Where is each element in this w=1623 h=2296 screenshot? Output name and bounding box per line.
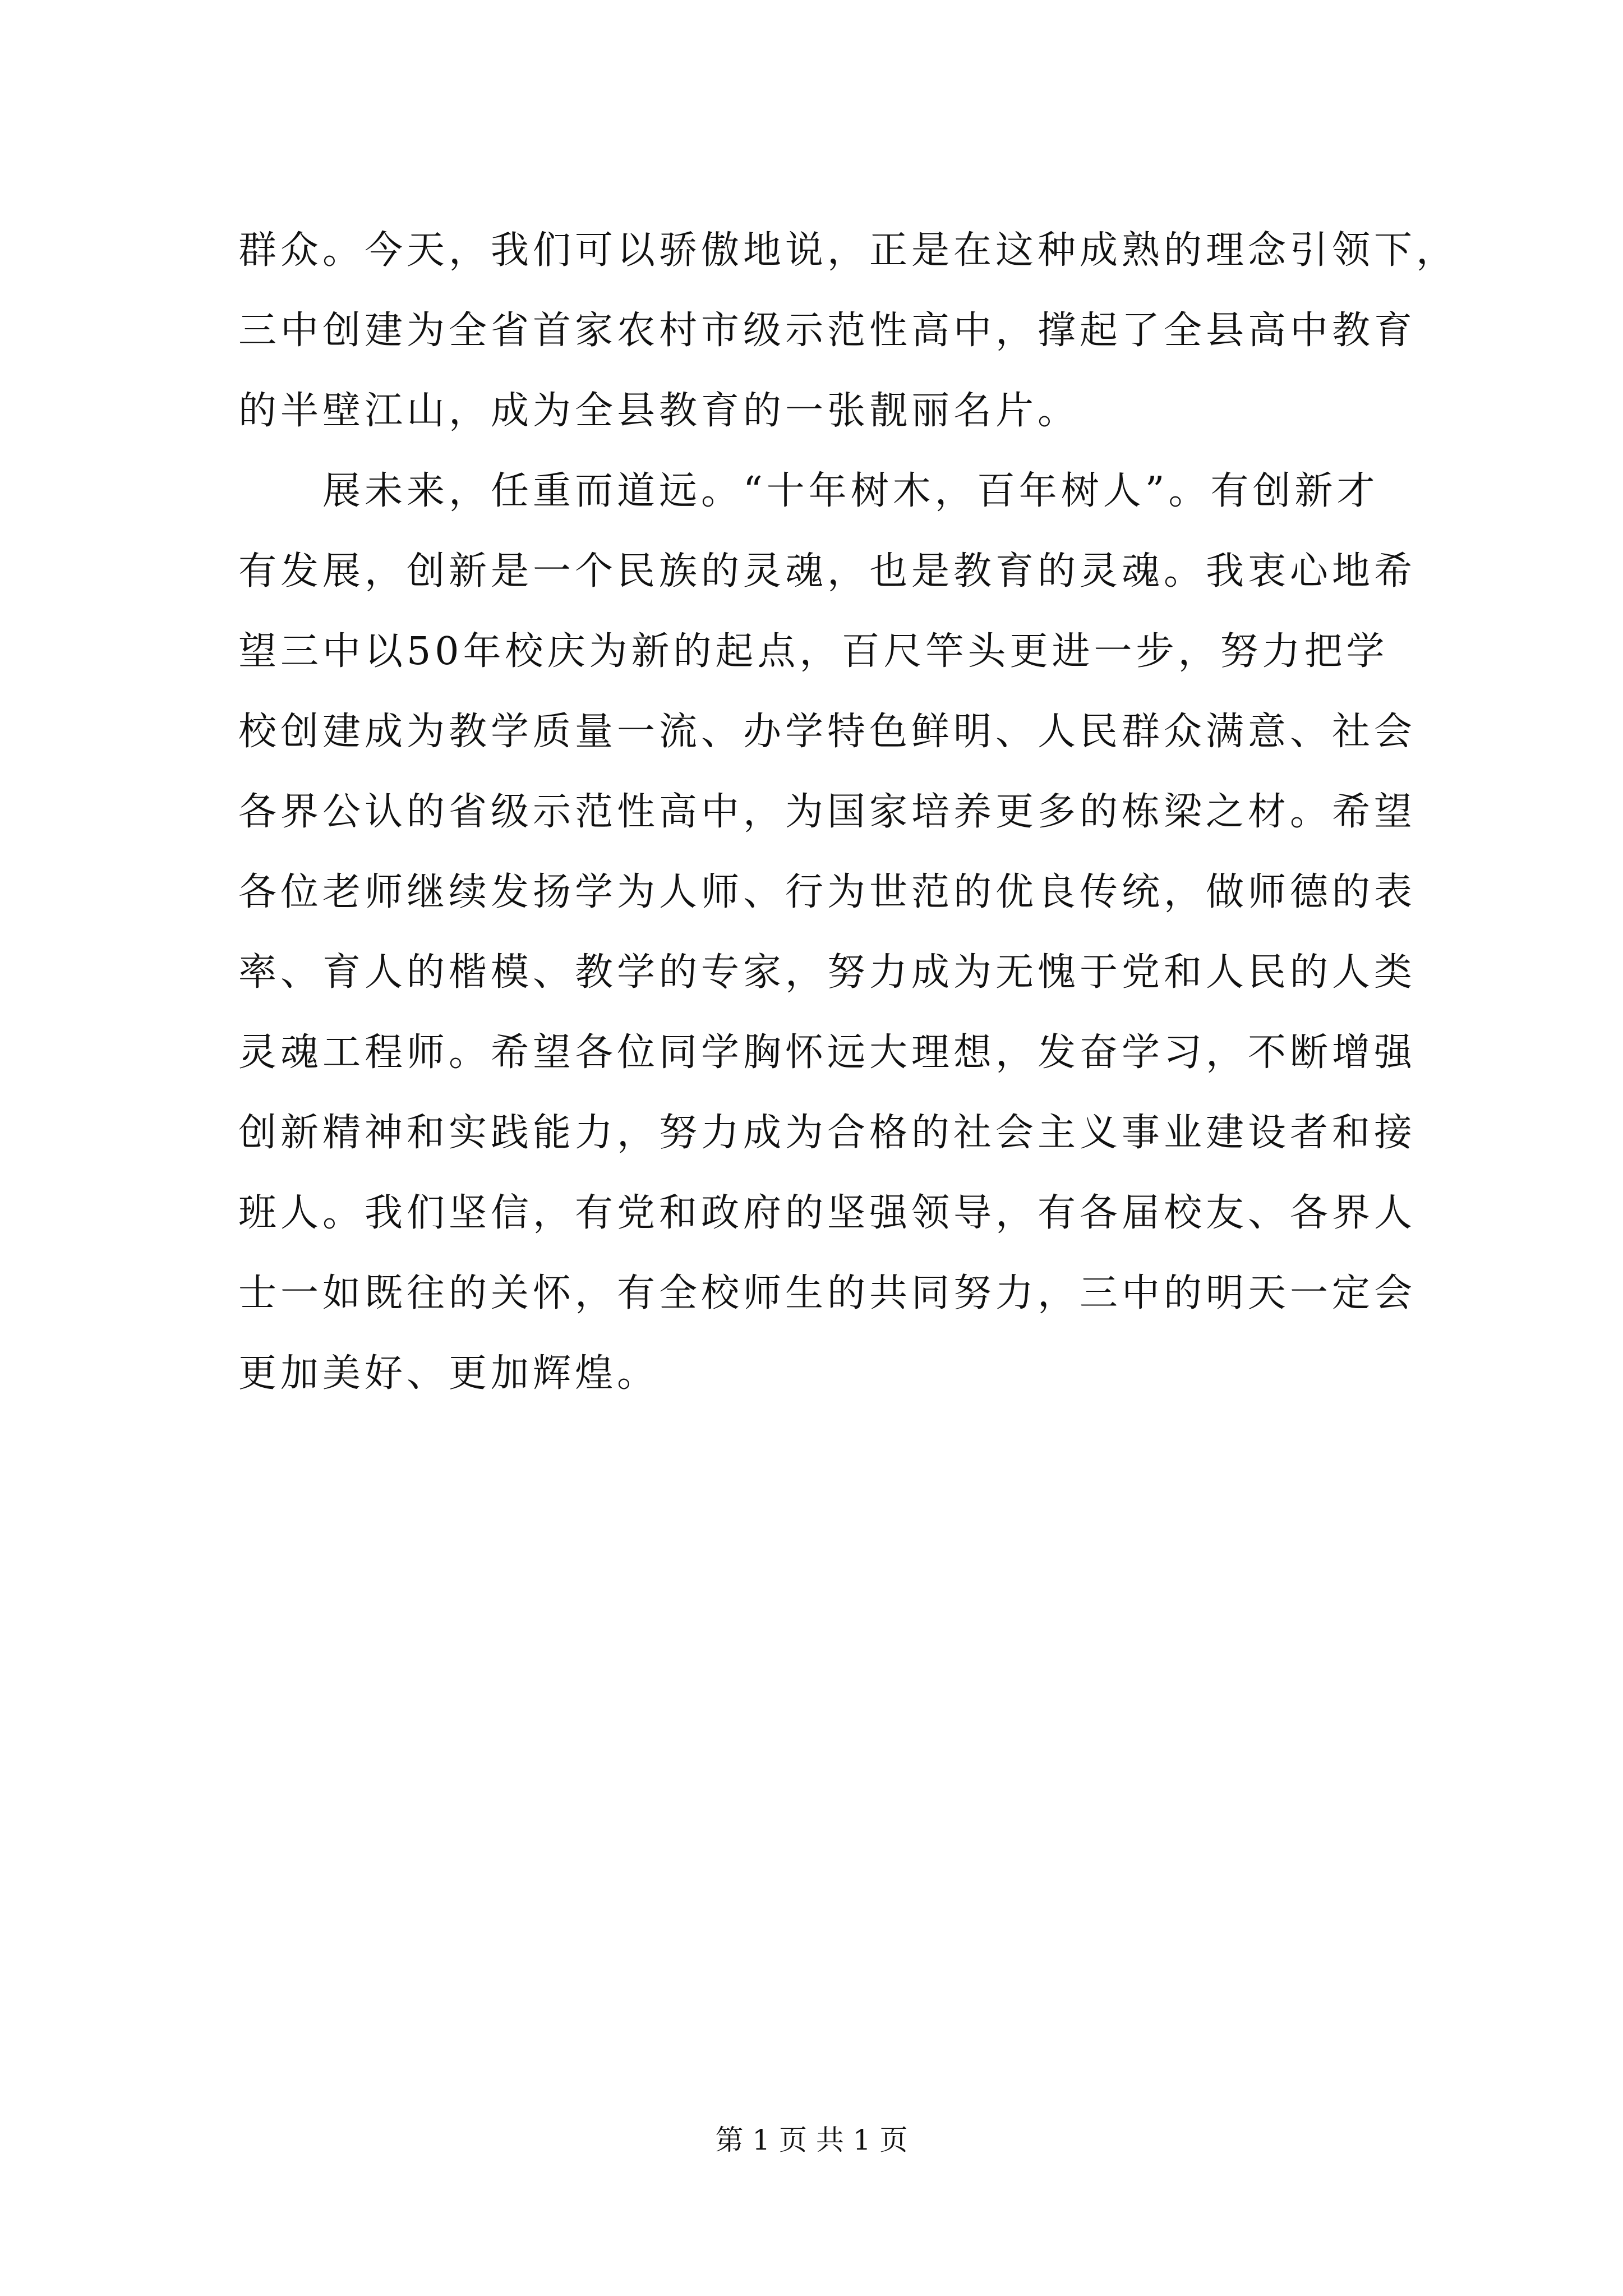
text-line: 群众。今天，我们可以骄傲地说，正是在这种成熟的理念引领下，	[238, 228, 1459, 273]
text-line: 三中创建为全省首家农村市级示范性高中，撑起了全县高中教育	[238, 309, 1417, 353]
body-text	[238, 210, 1458, 1414]
text-line: 士一如既往的关怀，有全校师生的共同努力，三中的明天一定会	[238, 1271, 1417, 1315]
page-number: 第 1 页 共 1 页	[715, 2124, 908, 2156]
page-footer	[0, 2120, 1623, 2160]
text-line: 班人。我们坚信，有党和政府的坚强领导，有各届校友、各界人	[238, 1191, 1417, 1235]
text-line: 的半壁江山，成为全县教育的一张靓丽名片。	[238, 389, 1080, 433]
text-line: 更加美好、更加辉煌。	[238, 1351, 660, 1396]
text-line: 创新精神和实践能力，努力成为合格的社会主义事业建设者和接	[238, 1111, 1417, 1155]
text-line: 有发展，创新是一个民族的灵魂，也是教育的灵魂。我衷心地希	[238, 549, 1417, 593]
text-line: 校创建成为教学质量一流、办学特色鲜明、人民群众满意、社会	[238, 710, 1417, 754]
text-line: 展未来，任重而道远。“十年树木，百年树人”。有创新才	[238, 469, 1379, 513]
text-line: 望三中以50年校庆为新的起点，百尺竿头更进一步，努力把学	[238, 629, 1389, 674]
text-line: 灵魂工程师。希望各位同学胸怀远大理想，发奋学习，不断增强	[238, 1030, 1417, 1075]
text-line: 率、育人的楷模、教学的专家，努力成为无愧于党和人民的人类	[238, 950, 1417, 995]
text-line: 各界公认的省级示范性高中，为国家培养更多的栋梁之材。希望	[238, 790, 1417, 834]
text-line: 各位老师继续发扬学为人师、行为世范的优良传统，做师德的表	[238, 870, 1417, 914]
